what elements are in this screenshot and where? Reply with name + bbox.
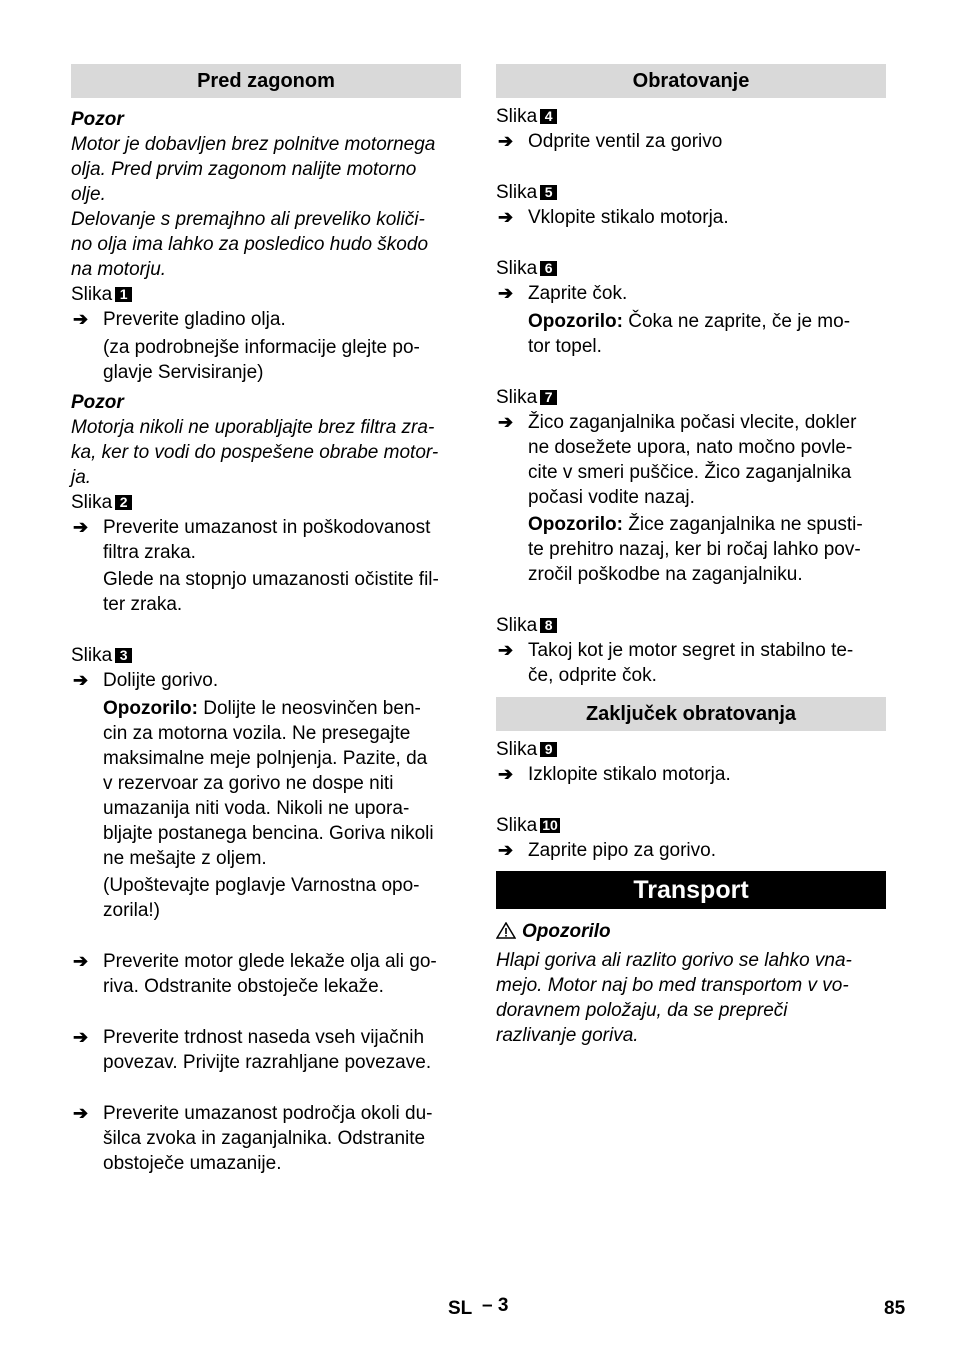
figure-ref: Slika 4 (496, 104, 886, 129)
caution-text: Motorja nikoli ne uporabljajte brez filtra zra- ka, ker to vodi do pospešene obrabe motor- ja. (71, 417, 439, 488)
figure-ref: Slika 5 (496, 180, 886, 205)
step-note: (za podrobnejše informacije glejte po- glavje Servisiranje) (103, 337, 420, 383)
step: ➔ Žico zaganjalnika počasi vlecite, dokler ne dosežete upora, nato močno povle- cite v smeri puščice. Žico zaganjalnika počasi vodite nazaj. (498, 412, 857, 508)
step: ➔ Takoj kot je motor segret in stabilno te- če, odprite čok. (498, 640, 854, 686)
step: ➔ Preverite trdnost naseda vseh vijačnih povezav. Privijte razrahljane povezave. (73, 1027, 432, 1073)
warning-triangle-icon (496, 922, 516, 939)
arrow-right-icon: ➔ (498, 840, 514, 860)
arrow-right-icon: ➔ (498, 207, 514, 227)
footer-language: SL (448, 1298, 473, 1319)
section-heading-transport: Transport (496, 871, 886, 909)
caution-text: Motor je dobavljen brez polnitve motornega olja. Pred prvim zagonom nalijte motorno olje. Delovanje s premajhno ali preveliko količi- no olja ima lahko za posledico hudo škodo na motorju. (71, 134, 436, 280)
arrow-right-icon: ➔ (498, 412, 514, 432)
arrow-right-icon: ➔ (73, 951, 89, 971)
figure-ref: Slika 7 (496, 385, 886, 410)
figure-ref: Slika 10 (496, 815, 558, 836)
step: ➔ Odprite ventil za gorivo (498, 131, 723, 152)
figure-number: 3 (115, 648, 132, 663)
step-note: Glede na stopnjo umazanosti očistite fil- ter zraka. (103, 569, 439, 615)
step: ➔ Dolijte gorivo. (73, 670, 219, 691)
figure-ref: Slika 1 (71, 282, 461, 307)
left-column (71, 64, 461, 1176)
arrow-right-icon: ➔ (73, 670, 89, 690)
step: ➔ Preverite gladino olja. (73, 309, 286, 330)
step: ➔ Preverite umazanost področja okoli du- šilca zvoka in zaganjalnika. Odstranite obstoječe umazanije. (73, 1103, 433, 1174)
section-heading-pred-zagonom: Pred zagonom (71, 64, 461, 98)
step: ➔ Preverite motor glede lekaže olja ali go- riva. Odstranite obstoječe lekaže. (73, 951, 437, 997)
figure-number: 5 (540, 185, 557, 200)
figure-number: 7 (540, 390, 557, 405)
figure-number: 9 (540, 742, 557, 757)
arrow-right-icon: ➔ (73, 517, 89, 537)
caution-label: Pozor (71, 392, 124, 413)
figure-ref: Slika 6 (496, 256, 886, 281)
figure-ref: Slika 3 (71, 643, 461, 668)
warning-text: Hlapi goriva ali razlito gorivo se lahko vna- mejo. Motor naj bo med transportom v vo- doravnem položaju, da se prepreči razlivanje goriva. (496, 950, 852, 1046)
right-column (496, 64, 886, 1048)
figure-number: 8 (540, 618, 557, 633)
arrow-right-icon: ➔ (498, 283, 514, 303)
step: ➔ Zaprite pipo za gorivo. (498, 840, 716, 861)
step: ➔ Vklopite stikalo motorja. (498, 207, 729, 228)
step-note: Opozorilo: Dolijte le neosvinčen ben- cin za motorna vozila. Ne presegajte maksimalne meje polnjenja. Pazite, da v rezervoar za gorivo ne dospe niti umazanija niti voda. Nikoli ne upora- bljajte postanega bencina. Goriva nikoli ne mešajte z oljem. (Upoštevajte poglavje Varnostna opo- zorila!) (103, 698, 434, 921)
warning-label: Opozorilo (496, 919, 886, 944)
figure-number: 1 (115, 287, 132, 302)
arrow-right-icon: ➔ (73, 1027, 89, 1047)
section-heading-zakljucek: Zaključek obratovanja (496, 697, 886, 731)
arrow-right-icon: ➔ (73, 1103, 89, 1123)
figure-ref: Slika 9 (496, 737, 886, 762)
figure-number: 4 (540, 109, 557, 124)
step-note: Opozorilo: Žice zaganjalnika ne spusti- te prehitro nazaj, ker bi ročaj lahko pov- zročil poškodbe na zaganjalniku. (528, 514, 863, 585)
step: ➔ Preverite umazanost in poškodovanost filtra zraka. (73, 517, 431, 563)
figure-number: 10 (542, 817, 558, 833)
arrow-right-icon: ➔ (498, 764, 514, 784)
arrow-right-icon: ➔ (498, 640, 514, 660)
arrow-right-icon: ➔ (498, 131, 514, 151)
figure-ref: Slika 2 (71, 490, 461, 515)
step-note: Opozorilo: Čoka ne zaprite, če je mo- tor topel. (528, 311, 851, 357)
step: ➔ Izklopite stikalo motorja. (498, 764, 731, 785)
figure-ref: Slika 8 (496, 613, 886, 638)
arrow-right-icon: ➔ (73, 309, 89, 329)
figure-number: 6 (540, 261, 557, 276)
section-heading-obratovanje: Obratovanje (496, 64, 886, 98)
caution-label: Pozor (71, 109, 124, 130)
step: ➔ Zaprite čok. (498, 283, 628, 304)
figure-number: 2 (115, 495, 132, 510)
page-number: 85 (884, 1298, 906, 1319)
footer-section-page: – 3 (482, 1295, 509, 1316)
